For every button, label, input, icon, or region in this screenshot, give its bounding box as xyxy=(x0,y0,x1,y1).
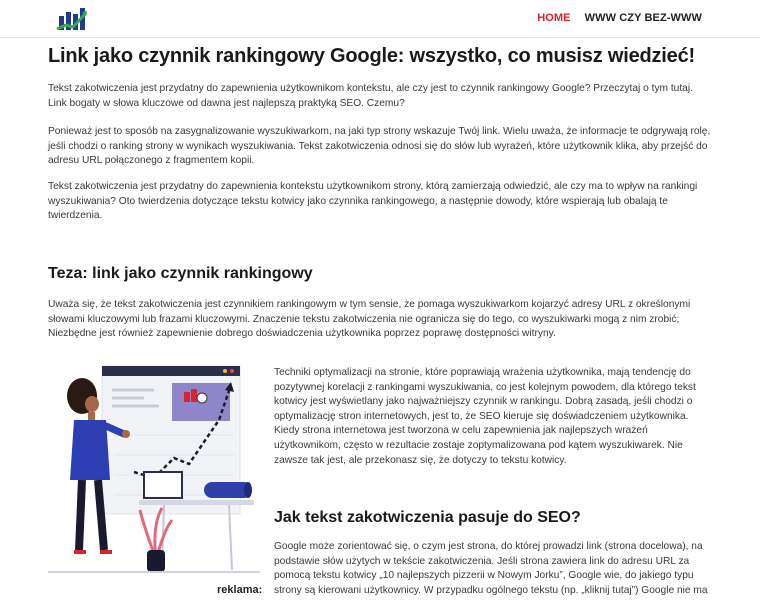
paragraph-2: Ponieważ jest to sposób na zasygnalizowanie wyszukiwarkom, na jaki typ strony wskazuje Twój link. Wielu uważa, że informacje te odgrywają rolę, jeśli chodzi o ranking strony w wynikach wyszukiwania. Tekst zakotwiczenia odnosi się do słów lub wyrażeń, które użytkownik klika, aby przejść do adresu URL połączonego z fragmentem kopii. xyxy=(48,126,711,167)
bar-chart-logo-icon xyxy=(56,5,88,33)
site-header xyxy=(0,0,760,38)
nav-home-link[interactable]: HOME xyxy=(537,12,571,24)
paragraph-4: Uważa się, że tekst zakotwiczenia jest czynnikiem rankingowym w tym sensie, że pomaga wyszukiwarkom kojarzyć adresy URL z określonymi słowami kluczowymi lub frazami kluczowymi. Znaczenie tekstu zakotwiczenia nie ogranicza się do tego, co wyszukiwarki mogą z nim zrobić; Niezbędne jest również zapewnienie dobrego doświadczenia użytkownika poprzez poprawę dostępności witryny. xyxy=(48,299,691,340)
section-heading-thesis: Teza: link jako czynnik rankingowy xyxy=(48,265,313,282)
page-title: Link jako czynnik rankingowy Google: wszystko, co musisz wiedzieć! xyxy=(48,45,695,67)
nav-www-link[interactable]: WWW CZY BEZ-WWW xyxy=(584,12,702,24)
ad-label: reklama: xyxy=(217,584,263,596)
intro-paragraph: Tekst zakotwiczenia jest przydatny do zapewnienia użytkownikom kontekstu, ale czy jest to czynnik rankingowy Google? Przeczytaj o tym tutaj. Link bogaty w słowa kluczowe od dawna jest najlepszą praktyką SEO. Czemu? xyxy=(48,83,693,109)
site-logo[interactable] xyxy=(56,5,88,33)
woman-chart-illustration-icon xyxy=(44,360,264,575)
article-content xyxy=(48,44,712,340)
paragraph-3: Tekst zakotwiczenia jest przydatny do zapewnienia kontekstu użytkownikom strony, którą zamierzają odwiedzić, ale czy ma to wpływ na rankingi wyszukiwania? Oto twierdzenia dotyczące tekstu kotwicy jako czynnika rankingowego, a następnie dowody, które wspierają lub obalają te twierdzenia. xyxy=(48,181,698,222)
paragraph-5: Techniki optymalizacji na stronie, które poprawiają wrażenia użytkownika, mają tendencję do pozytywnej korelacji z rankingami wyszukiwania, co jest kolejnym powodem, dla którego tekst kotwicy jest wyświetlany jako najważniejszy czynnik w rankingu. Dobrą zasadą, jeśli chodzi o optymalizację stron internetowych, jest to, że SEO kieruje się doświadczeniem użytkownika. Kiedy strona internetowa jest tworzona w celu zapewnienia jak najlepszych wrażeń użytkownikom, często w rezultacie zostaje zoptymalizowana pod kątem wyszukiwarek. Nie zawsze tak jest, ale przekonasz się, że dotyczy to tekstu kotwicy. xyxy=(274,367,696,466)
seo-illustration xyxy=(44,360,264,575)
paragraph-6: Google może zorientować się, o czym jest strona, do której prowadzi link (strona docelowa), na podstawie słów użytych w tekście zakotwiczenia. Jeśli strona zawiera link do adresu URL za pomocą tekstu kotwicy „10 najlepszych pizzerii w Nowym Jorku”, Google wie, do jakiego typu strony są kierowani użytkownicy. W przypadku ogólnego tekstu (np. „kliknij tutaj”) Google nie ma xyxy=(274,541,708,596)
main-nav xyxy=(537,12,702,24)
section-heading-fit: Jak tekst zakotwiczenia pasuje do SEO? xyxy=(274,509,581,526)
